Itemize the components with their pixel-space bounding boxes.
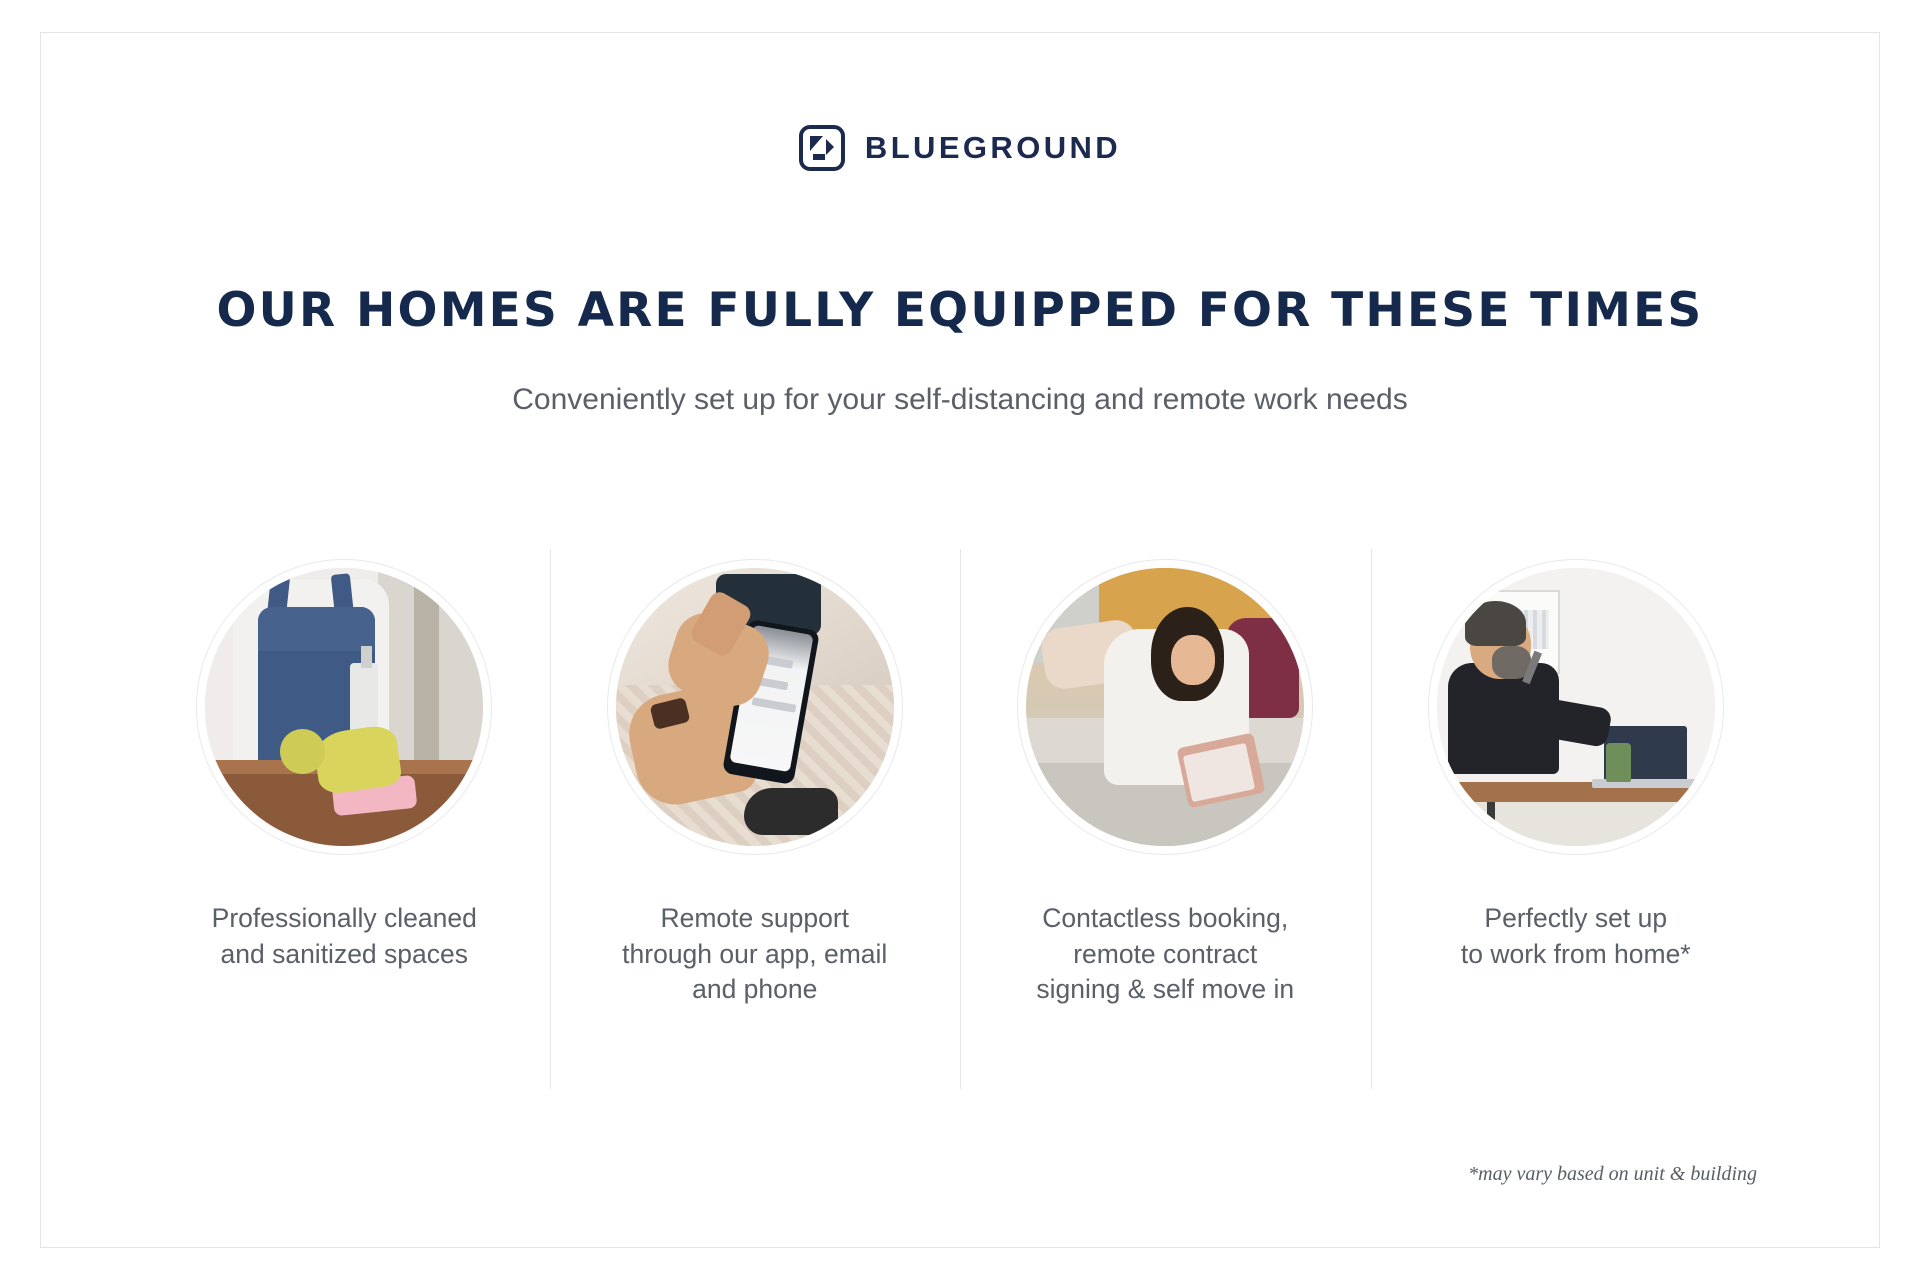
brand-name: BLUEGROUND	[864, 130, 1122, 165]
feature-column	[1371, 549, 1782, 1089]
feature-caption	[212, 901, 477, 972]
feature-column	[960, 549, 1371, 1089]
feature-caption	[622, 901, 887, 1008]
feature-caption	[1461, 901, 1691, 972]
caption-line: Remote support	[660, 903, 850, 933]
caption-line: to work from home*	[1460, 938, 1691, 969]
feature-columns	[139, 549, 1781, 1089]
feature-column	[139, 549, 550, 1089]
caption-line: remote contract	[1073, 938, 1258, 969]
caption-line: and phone	[692, 974, 818, 1004]
caption-line: signing & self move in	[1036, 974, 1295, 1004]
caption-line: and sanitized spaces	[220, 938, 468, 969]
caption-line: Perfectly set up	[1484, 903, 1668, 933]
blueground-square-logo-icon	[799, 125, 845, 171]
caption-line: through our app, email	[622, 938, 888, 969]
man-working-at-desk-photo	[1428, 559, 1724, 855]
feature-caption	[1036, 901, 1294, 1008]
brand-logo	[41, 125, 1879, 171]
feature-column	[550, 549, 961, 1089]
page-subtitle: Conveniently set up for your self-distancing and remote work needs	[512, 383, 1408, 416]
footnote: *may vary based on unit & building	[1468, 1163, 1757, 1185]
hands-holding-phone-photo	[607, 559, 903, 855]
caption-line: Professionally cleaned	[211, 903, 477, 933]
woman-with-tablet-on-bed-photo	[1017, 559, 1313, 855]
caption-line: Contactless booking,	[1042, 903, 1289, 933]
page-title: OUR HOMES ARE FULLY EQUIPPED FOR THESE TIMES	[216, 283, 1704, 338]
poster-frame	[40, 32, 1880, 1248]
cleaning-person-photo	[196, 559, 492, 855]
